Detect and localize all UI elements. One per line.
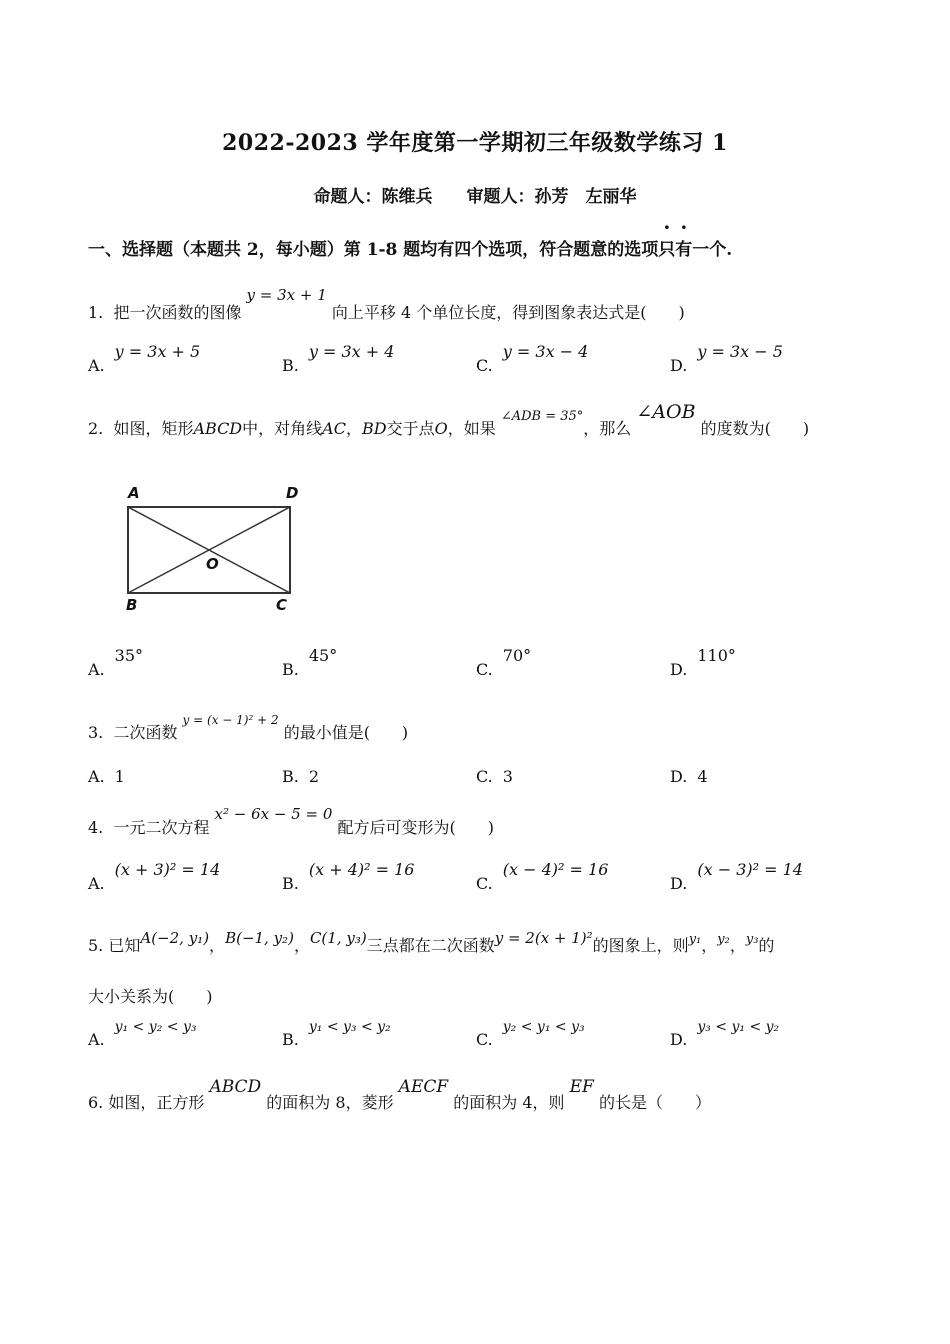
question-text: ， [345, 419, 362, 438]
option-value: y = 3x + 5 [114, 342, 201, 361]
option-value: (x − 3)² = 14 [697, 860, 803, 879]
option-d[interactable] [670, 767, 708, 786]
option-value: y = 3x − 4 [502, 342, 589, 361]
option-value: 4 [697, 767, 708, 786]
vertex-label-b: B [126, 596, 138, 614]
math-expression: y = (x − 1)² + 2 [182, 713, 279, 727]
option-value: 3 [502, 767, 513, 786]
rectangle-figure [118, 482, 308, 622]
question-text: 一元二次方程 [113, 818, 210, 837]
option-value: y = 3x + 4 [308, 342, 395, 361]
question-text: 的最小值是( ) [283, 723, 409, 742]
center-label-o: O [206, 555, 219, 573]
math-var: EF [569, 1077, 594, 1097]
math-var: O [434, 419, 448, 438]
authors-line: 命题人：陈维兵 审题人：孙芳 左丽华 [313, 187, 637, 207]
question-5-line-2: 大小关系为( ) [88, 987, 213, 1006]
option-c[interactable] [476, 860, 609, 893]
question-text: 中，对角线 [242, 419, 323, 438]
question-5 [88, 929, 775, 956]
point-a: A(−2, y₁) [140, 929, 210, 947]
option-value: 1 [114, 767, 125, 786]
option-value: 35° [114, 646, 143, 665]
option-label: A. [88, 356, 105, 375]
question-text: 如图，矩形 [113, 419, 194, 438]
option-label: A. [88, 1030, 105, 1049]
question-6 [88, 1077, 711, 1113]
question-4 [88, 805, 495, 838]
page-title: 2022-2023 学年度第一学期初三年级数学练习 1 [222, 130, 728, 156]
option-label: B. [282, 874, 299, 893]
option-label: D. [670, 356, 688, 375]
math-expression: ∠ADB = 35° [500, 409, 584, 424]
separator: ， [701, 936, 718, 955]
option-value: 2 [308, 767, 320, 786]
option-value: 45° [308, 646, 338, 665]
emphasis-char-2: 有 [675, 240, 693, 260]
option-label: C. [476, 767, 493, 786]
math-var: BD [361, 419, 387, 438]
question-text: 的度数为( ) [700, 419, 810, 438]
option-b[interactable] [282, 342, 395, 375]
math-expression: ∠AOB [636, 401, 696, 423]
question-text: 交于点 [386, 419, 435, 438]
question-text: 的图象上，则 [592, 936, 689, 955]
option-value: (x + 4)² = 16 [308, 860, 415, 879]
option-value: (x − 4)² = 16 [502, 860, 609, 879]
option-b[interactable] [282, 1019, 391, 1049]
question-text: 的长是（ ） [598, 1093, 711, 1112]
question-text: 的 [758, 936, 775, 955]
option-b[interactable] [282, 646, 338, 679]
option-value: y₁ < y₃ < y₂ [308, 1019, 391, 1035]
option-c[interactable] [476, 646, 532, 679]
question-3 [88, 713, 409, 743]
option-value: y = 3x − 5 [697, 342, 783, 361]
section-heading [88, 235, 732, 260]
math-var: AC [322, 419, 346, 438]
option-c[interactable] [476, 1019, 585, 1049]
option-d[interactable] [670, 860, 803, 893]
option-label: C. [476, 1030, 493, 1049]
option-label: B. [282, 767, 299, 786]
math-expression: y = 3x + 1 [246, 286, 327, 304]
vertex-label-d: D [286, 484, 299, 502]
options-row [88, 860, 868, 904]
question-text: 二次函数 [113, 723, 178, 742]
question-number: 3. [88, 723, 104, 742]
math-expression: x² − 6x − 5 = 0 [214, 805, 333, 823]
question-text: 向上平移 4 个单位长度，得到图象表达式是( ) [331, 303, 685, 322]
question-text: 如图，正方形 [108, 1093, 205, 1112]
option-c[interactable] [476, 767, 513, 786]
option-label: A. [88, 874, 105, 893]
question-text: 的面积为 4，则 [453, 1093, 565, 1112]
option-label: C. [476, 660, 493, 679]
option-value: y₁ < y₂ < y₃ [114, 1019, 197, 1035]
question-text: 把一次函数的图像 [113, 303, 242, 322]
separator: ， [293, 936, 310, 955]
question-number: 2. [88, 419, 104, 438]
question-number: 1. [88, 303, 104, 322]
option-label: B. [282, 1030, 299, 1049]
question-number: 5. [88, 936, 104, 955]
question-text: ，如果 [447, 419, 496, 438]
question-text: 已知 [108, 936, 141, 955]
separator: ， [729, 936, 746, 955]
option-c[interactable] [476, 342, 589, 375]
option-d[interactable] [670, 646, 736, 679]
question-text: 三点都在二次函数 [366, 936, 495, 955]
math-expression: y = 2(x + 1)² [494, 929, 593, 947]
math-var-y2: y₂ [717, 932, 730, 947]
question-number: 4. [88, 818, 104, 837]
option-d[interactable] [670, 342, 783, 375]
option-value: 70° [502, 646, 532, 665]
option-label: D. [670, 1030, 688, 1049]
math-var: ABCD [193, 419, 243, 438]
question-number: 6. [88, 1093, 104, 1112]
emphasis-char-1: 只 [658, 240, 676, 260]
option-value: (x + 3)² = 14 [114, 860, 221, 879]
options-row [88, 767, 868, 797]
math-var-y3: y₃ [745, 932, 759, 947]
option-label: A. [88, 767, 105, 786]
section-text-end: 一个. [692, 240, 733, 260]
math-var-y1: y₁ [688, 932, 702, 947]
option-label: B. [282, 356, 299, 375]
option-label: B. [282, 660, 299, 679]
point-b: B(−1, y₂) [225, 929, 294, 947]
option-b[interactable] [282, 860, 415, 893]
option-b[interactable] [282, 767, 319, 786]
question-text: ，那么 [583, 419, 632, 438]
option-a[interactable] [88, 860, 221, 893]
question-text: 配方后可变形为( ) [337, 818, 495, 837]
separator: ， [209, 936, 226, 955]
option-label: D. [670, 660, 688, 679]
question-text: 的面积为 8，菱形 [266, 1093, 394, 1112]
question-2 [88, 401, 810, 439]
section-text: 一、选择题（本题共 2，每小题）第 1-8 题均有四个选项，符合题意的选项 [88, 240, 659, 260]
vertex-label-c: C [276, 596, 288, 614]
option-label: C. [476, 356, 493, 375]
option-a[interactable] [88, 767, 125, 786]
option-value: 110° [697, 646, 736, 665]
option-a[interactable] [88, 646, 143, 679]
option-value: y₃ < y₁ < y₂ [697, 1019, 780, 1035]
option-a[interactable] [88, 342, 201, 375]
options-row [88, 1019, 868, 1060]
point-c: C(1, y₃) [309, 929, 367, 947]
options-row [88, 646, 868, 690]
option-label: A. [88, 660, 105, 679]
option-d[interactable] [670, 1019, 780, 1049]
options-row [88, 342, 868, 386]
question-1 [88, 286, 685, 323]
option-a[interactable] [88, 1019, 197, 1049]
option-value: y₂ < y₁ < y₃ [502, 1019, 585, 1035]
vertex-label-a: A [128, 484, 140, 502]
option-label: C. [476, 874, 493, 893]
option-label: D. [670, 767, 688, 786]
math-var: AECF [398, 1077, 449, 1097]
option-label: D. [670, 874, 688, 893]
math-var: ABCD [209, 1077, 262, 1097]
